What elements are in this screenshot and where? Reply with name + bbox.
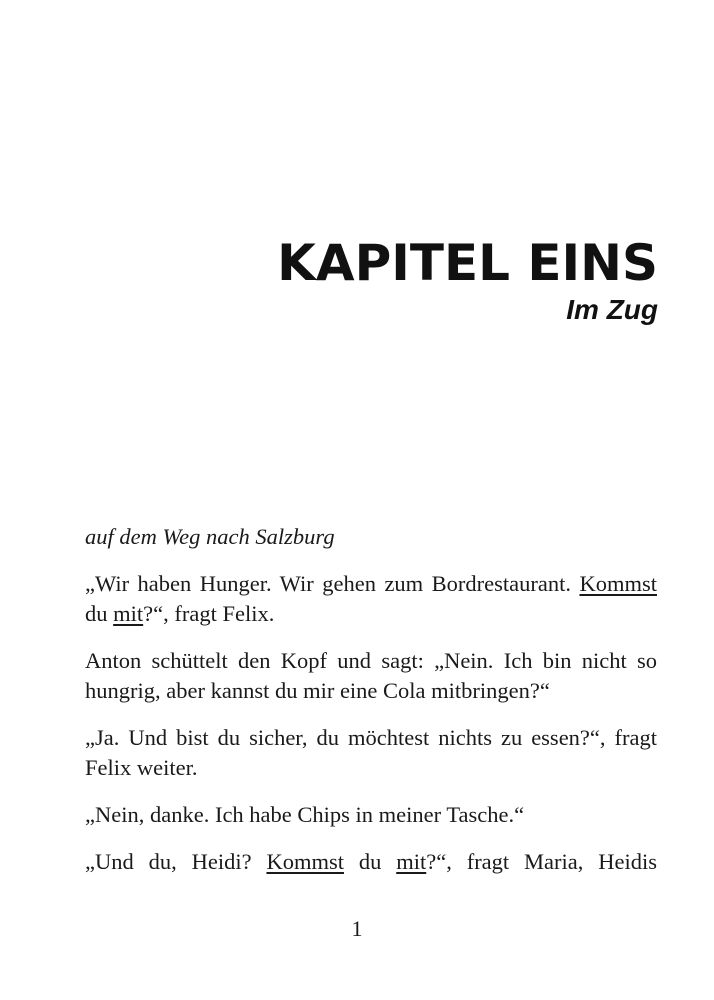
- underlined-word-mit: mit: [396, 849, 427, 874]
- paragraph-5-text-a: „Und du, Heidi?: [85, 849, 267, 874]
- paragraph-3: „Ja. Und bist du sicher, du möchtest nichts zu essen?“, fragt Felix weiter.: [85, 725, 657, 780]
- underlined-word-mit: mit: [113, 601, 144, 626]
- paragraph-1: [85, 569, 657, 629]
- body-text: [85, 522, 657, 894]
- paragraph-5-text-b: du: [343, 849, 397, 874]
- paragraph-5-text-c: ?“, fragt Maria, Heidis: [426, 849, 658, 874]
- paragraph-1-text-b: du: [85, 601, 114, 626]
- underlined-word-kommst: Kommst: [579, 571, 657, 596]
- paragraph-4: „Nein, danke. Ich habe Chips in meiner Tasche.“: [85, 802, 525, 827]
- underlined-word-kommst: Kommst: [266, 849, 344, 874]
- chapter-title: KAPITEL EINS: [277, 234, 658, 292]
- chapter-subtitle: Im Zug: [566, 294, 658, 325]
- paragraph-5: [85, 847, 657, 877]
- scene-line: auf dem Weg nach Salzburg: [85, 524, 335, 549]
- page-number: 1: [351, 916, 363, 941]
- paragraph-1-text-a: „Wir haben Hunger. Wir gehen zum Bordrestaurant.: [85, 571, 580, 596]
- paragraph-2: Anton schüttelt den Kopf und sagt: „Nein. Ich bin nicht so hungrig, aber kannst du mir eine Cola mitbringen?“: [85, 648, 657, 703]
- paragraph-1-text-c: ?“, fragt Felix.: [143, 601, 275, 626]
